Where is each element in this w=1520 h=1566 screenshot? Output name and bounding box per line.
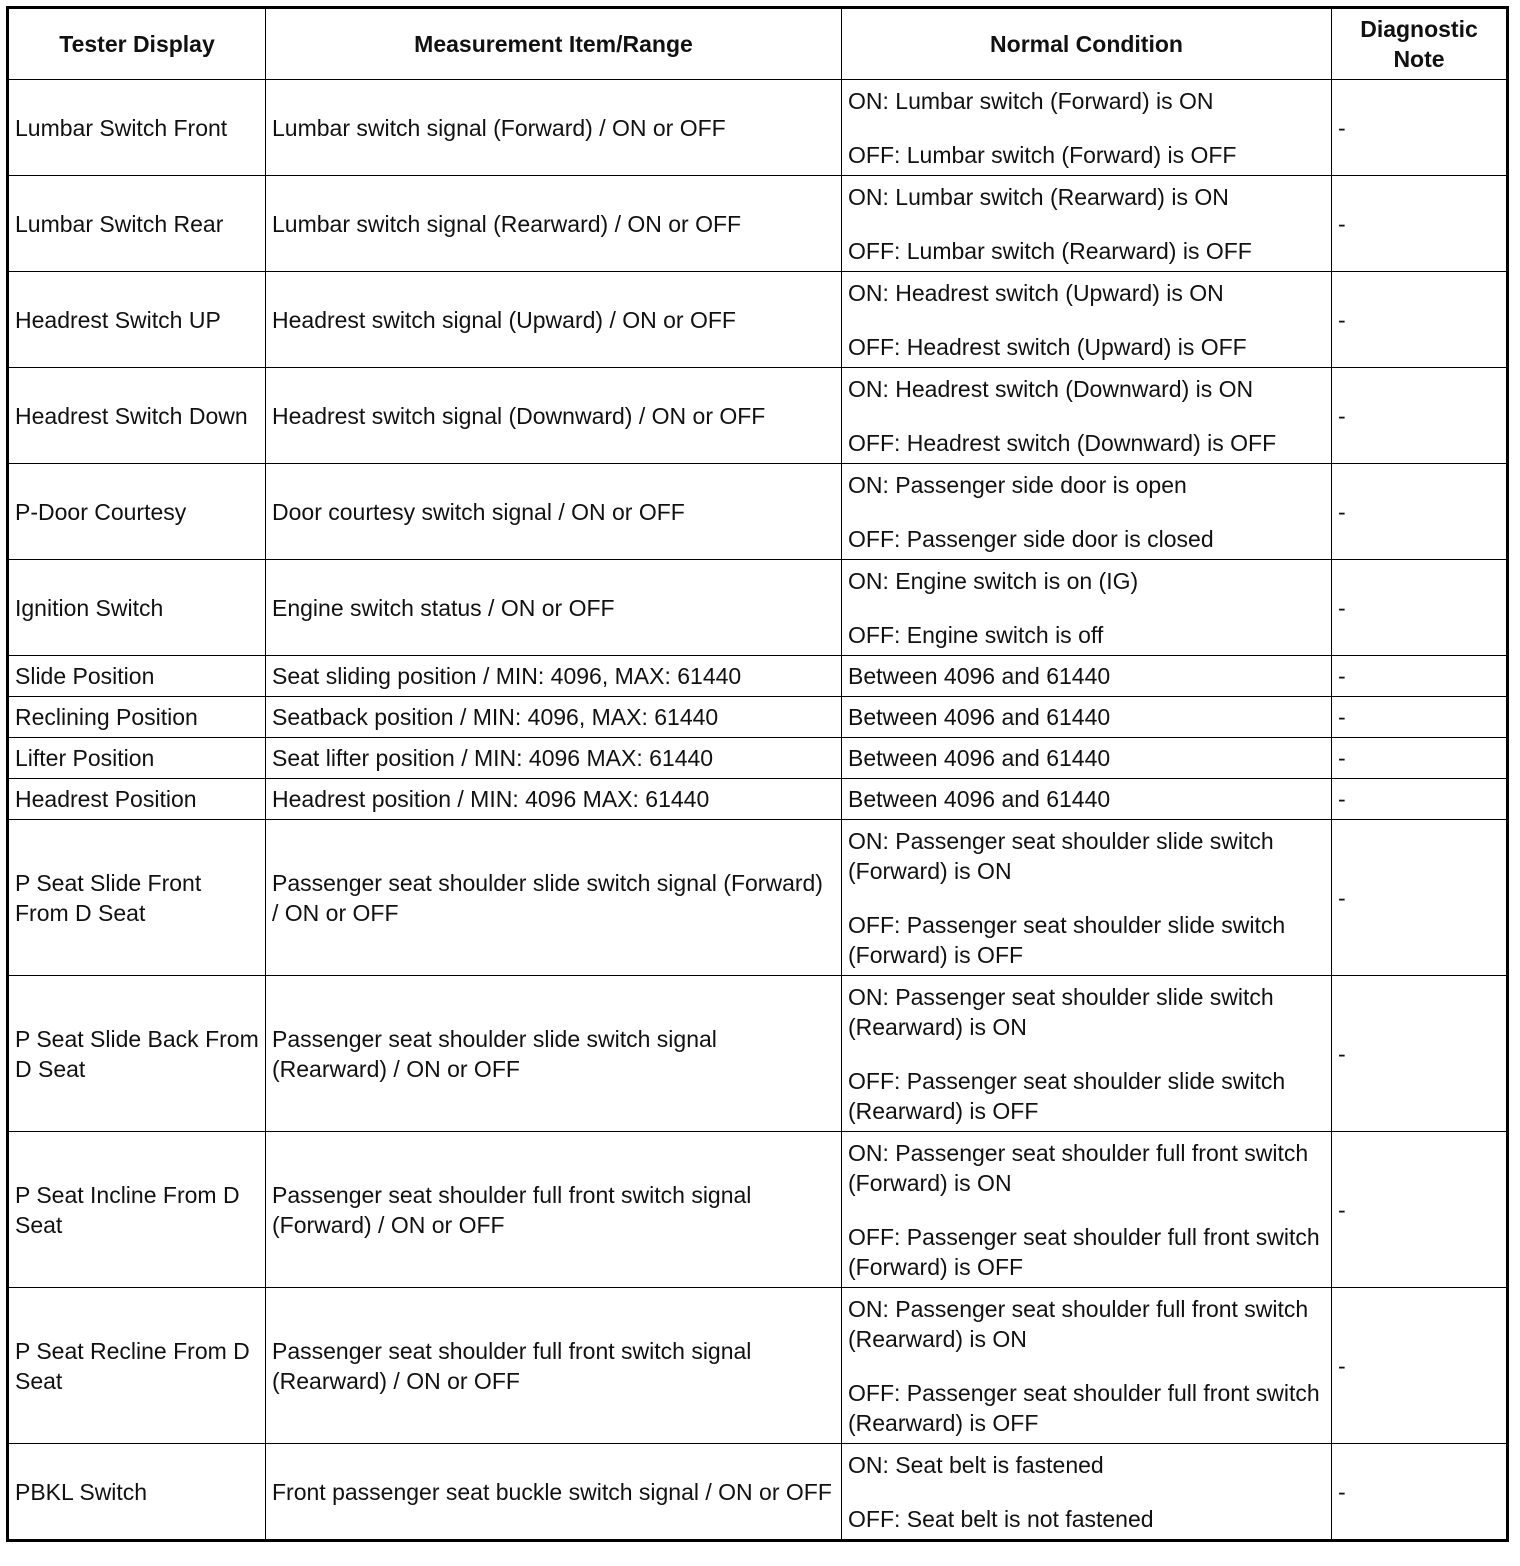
header-diagnostic-note: Diagnostic Note: [1332, 8, 1508, 80]
table-row: [8, 779, 1508, 820]
diagnostic-note-cell: -: [1332, 368, 1508, 464]
diagnostic-note-cell: -: [1332, 976, 1508, 1132]
measurement-cell: Door courtesy switch signal / ON or OFF: [266, 464, 842, 560]
tester-display-cell: P Seat Recline From D Seat: [8, 1288, 266, 1444]
normal-condition-cell: [842, 976, 1332, 1132]
measurement-cell: Passenger seat shoulder slide switch signal (Forward) / ON or OFF: [266, 820, 842, 976]
normal-on-text: ON: Passenger seat shoulder slide switch (Rearward) is ON: [848, 983, 1274, 1040]
table-row: [8, 272, 1508, 368]
table-row: [8, 368, 1508, 464]
measurement-cell: Passenger seat shoulder full front switch signal (Forward) / ON or OFF: [266, 1132, 842, 1288]
table-row: [8, 560, 1508, 656]
normal-off-text: OFF: Passenger seat shoulder slide switch (Rearward) is OFF: [848, 1067, 1286, 1124]
normal-on-text: ON: Passenger side door is open: [848, 471, 1187, 498]
table-row: [8, 976, 1508, 1132]
table-row: [8, 80, 1508, 176]
normal-on-text: ON: Seat belt is fastened: [848, 1451, 1104, 1478]
measurement-cell: Engine switch status / ON or OFF: [266, 560, 842, 656]
tester-display-cell: Lumbar Switch Front: [8, 80, 266, 176]
table-row: [8, 738, 1508, 779]
tester-display-cell: P Seat Incline From D Seat: [8, 1132, 266, 1288]
normal-condition-cell: [842, 1444, 1332, 1541]
tester-display-cell: P Seat Slide Back From D Seat: [8, 976, 266, 1132]
normal-on-text: ON: Headrest switch (Upward) is ON: [848, 279, 1224, 306]
diagnostic-note-cell: -: [1332, 656, 1508, 697]
diagnostic-note-cell: -: [1332, 272, 1508, 368]
diagnostic-note-cell: -: [1332, 176, 1508, 272]
normal-condition-cell: [842, 464, 1332, 560]
measurement-cell: Front passenger seat buckle switch signal / ON or OFF: [266, 1444, 842, 1541]
diagnostic-note-cell: -: [1332, 464, 1508, 560]
normal-on-text: ON: Passenger seat shoulder slide switch (Forward) is ON: [848, 827, 1274, 884]
table-row: [8, 464, 1508, 560]
diagnostic-note-cell: -: [1332, 1444, 1508, 1541]
diagnostic-note-cell: -: [1332, 738, 1508, 779]
diagnostic-note-cell: -: [1332, 820, 1508, 976]
diagnostic-note-cell: -: [1332, 779, 1508, 820]
normal-on-text: ON: Passenger seat shoulder full front switch (Forward) is ON: [848, 1139, 1309, 1196]
data-list-table: [6, 6, 1509, 1542]
table-row: [8, 1132, 1508, 1288]
normal-condition-cell: Between 4096 and 61440: [842, 697, 1332, 738]
normal-condition-cell: [842, 820, 1332, 976]
measurement-cell: Headrest switch signal (Downward) / ON or OFF: [266, 368, 842, 464]
table-header-row: [8, 8, 1508, 80]
diagnostic-note-cell: -: [1332, 560, 1508, 656]
measurement-cell: Passenger seat shoulder slide switch signal (Rearward) / ON or OFF: [266, 976, 842, 1132]
normal-condition-cell: [842, 560, 1332, 656]
normal-off-text: OFF: Passenger side door is closed: [848, 525, 1214, 552]
diagnostic-note-cell: -: [1332, 1288, 1508, 1444]
normal-condition-cell: Between 4096 and 61440: [842, 779, 1332, 820]
tester-display-cell: Ignition Switch: [8, 560, 266, 656]
normal-off-text: OFF: Passenger seat shoulder full front switch (Forward) is OFF: [848, 1223, 1320, 1280]
tester-display-cell: Headrest Switch UP: [8, 272, 266, 368]
tester-display-cell: P-Door Courtesy: [8, 464, 266, 560]
diagnostic-note-cell: -: [1332, 80, 1508, 176]
normal-off-text: OFF: Engine switch is off: [848, 621, 1104, 648]
normal-on-text: ON: Engine switch is on (IG): [848, 567, 1139, 594]
normal-off-text: OFF: Seat belt is not fastened: [848, 1505, 1154, 1532]
diagnostic-note-cell: -: [1332, 1132, 1508, 1288]
measurement-cell: Seat sliding position / MIN: 4096, MAX: 61440: [266, 656, 842, 697]
normal-condition-cell: [842, 1132, 1332, 1288]
normal-condition-cell: [842, 368, 1332, 464]
tester-display-cell: Headrest Switch Down: [8, 368, 266, 464]
normal-off-text: OFF: Passenger seat shoulder slide switch (Forward) is OFF: [848, 911, 1286, 968]
measurement-cell: Headrest switch signal (Upward) / ON or OFF: [266, 272, 842, 368]
normal-off-text: OFF: Headrest switch (Upward) is OFF: [848, 333, 1247, 360]
table-row: [8, 1444, 1508, 1541]
normal-condition-cell: Between 4096 and 61440: [842, 738, 1332, 779]
measurement-cell: Lumbar switch signal (Rearward) / ON or OFF: [266, 176, 842, 272]
normal-condition-cell: [842, 80, 1332, 176]
normal-on-text: ON: Lumbar switch (Forward) is ON: [848, 87, 1214, 114]
normal-on-text: ON: Passenger seat shoulder full front switch (Rearward) is ON: [848, 1295, 1309, 1352]
normal-off-text: OFF: Passenger seat shoulder full front switch (Rearward) is OFF: [848, 1379, 1320, 1436]
table-row: [8, 820, 1508, 976]
tester-display-cell: P Seat Slide Front From D Seat: [8, 820, 266, 976]
normal-condition-cell: [842, 176, 1332, 272]
tester-display-cell: Reclining Position: [8, 697, 266, 738]
normal-on-text: ON: Headrest switch (Downward) is ON: [848, 375, 1254, 402]
diagnostic-note-cell: -: [1332, 697, 1508, 738]
normal-condition-cell: [842, 1288, 1332, 1444]
table-row: [8, 656, 1508, 697]
table-row: [8, 176, 1508, 272]
normal-off-text: OFF: Lumbar switch (Forward) is OFF: [848, 141, 1237, 168]
normal-on-text: ON: Lumbar switch (Rearward) is ON: [848, 183, 1229, 210]
tester-display-cell: Lumbar Switch Rear: [8, 176, 266, 272]
measurement-cell: Passenger seat shoulder full front switch signal (Rearward) / ON or OFF: [266, 1288, 842, 1444]
measurement-cell: Headrest position / MIN: 4096 MAX: 61440: [266, 779, 842, 820]
table-row: [8, 697, 1508, 738]
tester-display-cell: Slide Position: [8, 656, 266, 697]
table-row: [8, 1288, 1508, 1444]
measurement-cell: Lumbar switch signal (Forward) / ON or OFF: [266, 80, 842, 176]
header-tester-display: Tester Display: [8, 8, 266, 80]
normal-off-text: OFF: Lumbar switch (Rearward) is OFF: [848, 237, 1252, 264]
header-normal-condition: Normal Condition: [842, 8, 1332, 80]
measurement-cell: Seat lifter position / MIN: 4096 MAX: 61440: [266, 738, 842, 779]
normal-condition-cell: Between 4096 and 61440: [842, 656, 1332, 697]
measurement-cell: Seatback position / MIN: 4096, MAX: 61440: [266, 697, 842, 738]
tester-display-cell: PBKL Switch: [8, 1444, 266, 1541]
tester-display-cell: Headrest Position: [8, 779, 266, 820]
normal-condition-cell: [842, 272, 1332, 368]
header-measurement-item: Measurement Item/Range: [266, 8, 842, 80]
tester-display-cell: Lifter Position: [8, 738, 266, 779]
normal-off-text: OFF: Headrest switch (Downward) is OFF: [848, 429, 1277, 456]
